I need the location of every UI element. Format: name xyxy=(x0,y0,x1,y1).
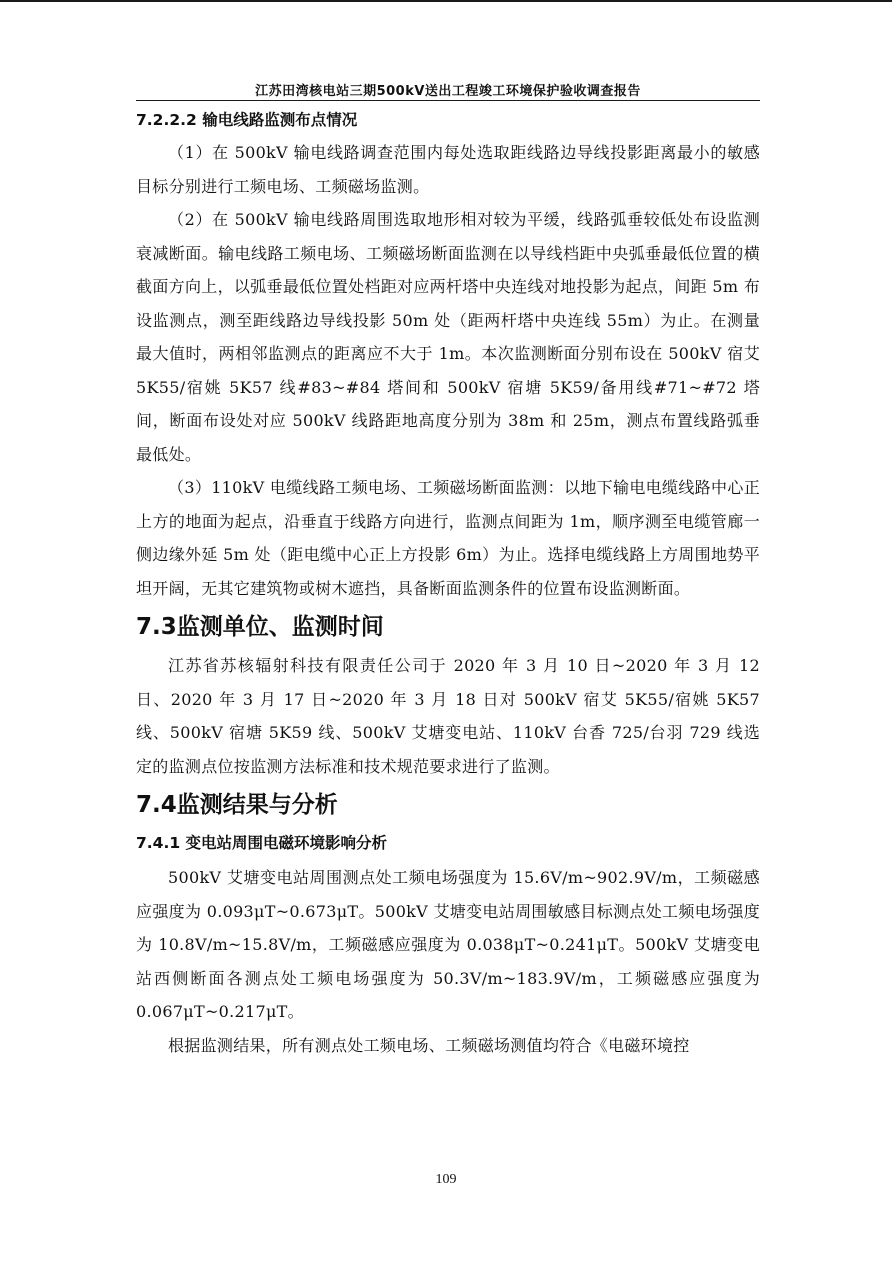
paragraph-7-4-1-conclusion: 根据监测结果，所有测点处工频电场、工频磁场测值均符合《电磁环境控 xyxy=(168,1035,690,1055)
page-body xyxy=(136,106,760,1062)
page-number: 109 xyxy=(435,1172,457,1187)
heading-7-2-2-2: 7.2.2.2 输电线路监测布点情况 xyxy=(136,111,358,129)
heading-7-4-1: 7.4.1 变电站周围电磁环境影响分析 xyxy=(136,834,388,852)
heading-7-4: 7.4监测结果与分析 xyxy=(136,792,338,818)
top-border-line xyxy=(0,0,892,2)
header-rule xyxy=(136,100,760,101)
paragraph-7-2-2-2-item-3: （3）110kV 电缆线路工频电场、工频磁场断面监测：以地下输电电缆线路中心正上方的地面为起点，沿垂直于线路方向进行，监测点间距为 1m，顺序测至电缆管廊一侧边缘外延 5m 处（距电缆中心正上方投影 6m）为止。选择电缆线路上方周围地势平坦开阔，无其它建筑物或树木遮挡，具备断面监测条件的位置布设监测断面。 xyxy=(136,478,760,598)
paragraph-7-2-2-2-item-1: （1）在 500kV 输电线路调查范围内每处选取距线路边导线投影距离最小的敏感目标分别进行工频电场、工频磁场监测。 xyxy=(136,143,760,196)
paragraph-7-4-1-results: 500kV 艾塘变电站周围测点处工频电场强度为 15.6V/m~902.9V/m，工频磁感应强度为 0.093μT~0.673μT。500kV 艾塘变电站周围敏感目标测点处工频电场强度为 10.8V/m~15.8V/m，工频磁感应强度为 0.038μT~0.241μT。500kV 艾塘变电站西侧断面各测点处工频电场强度为 50.3V/m~183.9V/m，工频磁感应强度为 0.067μT~0.217μT。 xyxy=(136,868,760,1021)
paragraph-7-2-2-2-item-2: （2）在 500kV 输电线路周围选取地形相对较为平缓，线路弧垂较低处布设监测衰减断面。输电线路工频电场、工频磁场断面监测在以导线档距中央弧垂最低位置的横截面方向上，以弧垂最低位置处档距对应两杆塔中央连线对地投影为起点，间距 5m 布设监测点，测至距线路边导线投影 50m 处（距两杆塔中央连线 55m）为止。在测量最大值时，两相邻监测点的距离应不大于 1m。本次监测断面分别布设在 500kV 宿艾 5K55/宿姚 5K57 线#83~#84 塔间和 500kV 宿塘 5K59/备用线#71~#72 塔间，断面布设处对应 500kV 线路距地高度分别为 38m 和 25m，测点布置线路弧垂最低处。 xyxy=(136,210,760,464)
running-header: 江苏田湾核电站三期500kV送出工程竣工环境保护验收调查报告 xyxy=(255,84,641,99)
heading-7-3: 7.3监测单位、监测时间 xyxy=(136,614,384,640)
paragraph-7-3: 江苏省苏核辐射科技有限责任公司于 2020 年 3 月 10 日~2020 年 3 月 12 日、2020 年 3 月 17 日~2020 年 3 月 18 日对 500kV 宿艾 5K55/宿姚 5K57 线、500kV 宿塘 5K59 线、500kV 艾塘变电站、110kV 台香 725/台羽 729 线选定的监测点位按监测方法标准和技术规范要求进行了监测。 xyxy=(136,656,760,776)
